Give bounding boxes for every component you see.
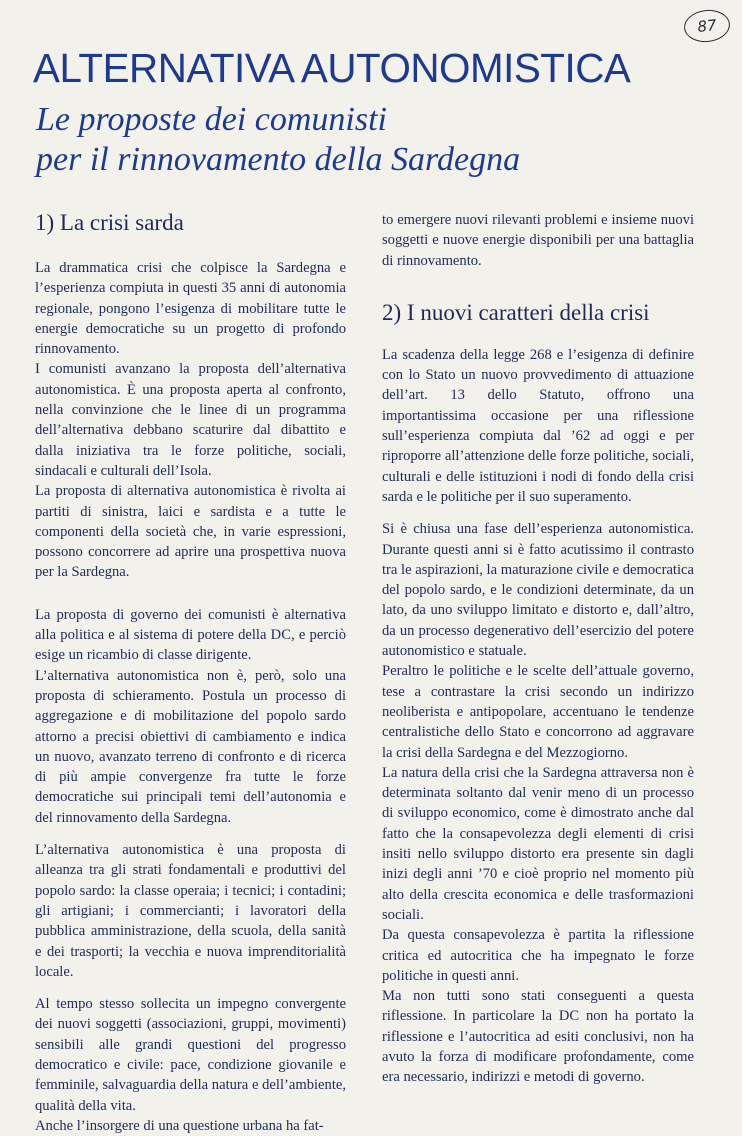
main-title: ALTERNATIVA AUTONOMISTICA <box>33 45 631 91</box>
paragraph: Anche l’insorgere di una questione urbana ha fat- <box>35 1117 324 1134</box>
paragraph: Da questa consapevolezza è partita la riflessione critica ed autocritica che ha impegnato le forze politiche in questi anni. <box>382 927 694 984</box>
paragraph: La natura della crisi che la Sardegna attraversa non è determinata soltanto dal venir meno di un processo di sviluppo economico, come è dimostrato anche dal fatto che la consapevolezza degli elementi di crisi insiti nello sviluppo distorto era presente sin dagli inizi degli anni ’70 e cioè proprio nel momento più alto della crescita economica e delle trasformazioni sociali. <box>382 764 694 923</box>
page-number: 87 <box>682 8 731 45</box>
paragraph: La scadenza della legge 268 e l’esigenza di definire con lo Stato un nuovo provvedimento di attuazione dell’art. 13 dello Statuto, offrono una importantissima occasione per una riflessione sull’esperienza compiuta dal ’62 ad oggi e per riproporre all’attenzione delle forze politiche, sociali, culturali e delle istituzioni i nodi di fondo della crisi sarda e le politiche per il suo superamento. <box>382 346 694 505</box>
paragraph: L’alternativa autonomistica è una proposta di alleanza tra gli strati fondamentali e produttivi del popolo sardo: la classe operaia; i tecnici; i contadini; gli artigiani; i commercianti; i lavoratori della pubblica amministrazione, della scuola, della sanità e dei trasporti; la vecchia e nuova imprenditorialità locale. <box>35 842 346 980</box>
paragraph: I comunisti avanzano la proposta dell’alternativa autonomistica. È una proposta aperta al confronto, nella convinzione che le linee di un programma dell’alternativa debbano scaturire dal dibattito e dalla iniziativa tra le forze politiche, sociali, sindacali e culturali dell’Isola. <box>35 361 346 479</box>
paragraph: Peraltro le politiche e le scelte dell’attuale governo, tese a contrastare la crisi secondo un indirizzo neoliberista e antipopolare, accentuano le tendenze centralistiche dello Stato e concorrono ad aggravare la crisi della Sardegna e del Mezzogiorno. <box>382 663 694 761</box>
subtitle-line-1: Le proposte dei comunisti <box>36 101 387 138</box>
paragraph: La drammatica crisi che colpisce la Sardegna e l’esperienza compiuta in questi 35 anni di autonomia regionale, pongono l’esigenza di mobilitare tutte le energie democratiche su un progetto di profondo rinnovamento. <box>35 260 346 358</box>
paragraph: La proposta di governo dei comunisti è alternativa alla politica e al sistema di potere della DC, e perciò esige un ricambio di classe dirigente. <box>35 606 346 664</box>
subtitle <box>36 100 596 180</box>
section-2-heading: 2) I nuovi caratteri della crisi <box>382 299 650 325</box>
paragraph: Ma non tutti sono stati conseguenti a questa riflessione. In particolare la DC non ha portato la riflessione e l’autocritica ad esiti conclusivi, non ha avuto la forza di modificare profondamente, come era necessario, indirizzi e metodi di governo. <box>382 988 694 1086</box>
paragraph: Al tempo stesso sollecita un impegno convergente dei nuovi soggetti (associazioni, gruppi, movimenti) sensibili alle grandi questioni del progresso democratico e civile: pace, condizione giovanile e femminile, salvaguardia della natura e dell’ambiente, qualità della vita. <box>35 996 346 1114</box>
left-column <box>35 208 346 1136</box>
paragraph: L’alternativa autonomistica non è, però, solo una proposta di schieramento. Postula un processo di aggregazione e di mobilitazione del popolo sardo attorno a precisi obiettivi di cambiamento e indica un nuovo, avanzato terreno di confronto e di ricerca di più ampie convergenze fra tutte le forze democratiche sui principali temi dell’autonomia e del rinnovamento della Sardegna. <box>35 667 346 826</box>
paragraph: La proposta di alternativa autonomistica è rivolta ai partiti di sinistra, laici e sardista e a tutte le componenti della società che, in varie espressioni, possono concorrere ad aprire una prospettiva nuova per la Sardegna. <box>35 483 346 581</box>
paragraph: Si è chiusa una fase dell’esperienza autonomistica. Durante questi anni si è fatto acutissimo il contrasto tra le aspirazioni, la maturazione civile e democratica del popolo sardo, e le condizioni determinate, da un lato, da uno sviluppo limitato e distorto e, dall’altro, da un processo degenerativo dell’esercizio del potere autonomistico e statuale. <box>382 521 694 660</box>
right-column <box>382 210 694 1088</box>
subtitle-line-2: per il rinnovamento della Sardegna <box>36 141 521 178</box>
section-1-heading: 1) La crisi sarda <box>35 210 184 235</box>
paragraph-continuation: to emergere nuovi rilevanti problemi e insieme nuovi soggetti e nuove energie disponibili per una battaglia di rinnovamento. <box>382 212 694 269</box>
